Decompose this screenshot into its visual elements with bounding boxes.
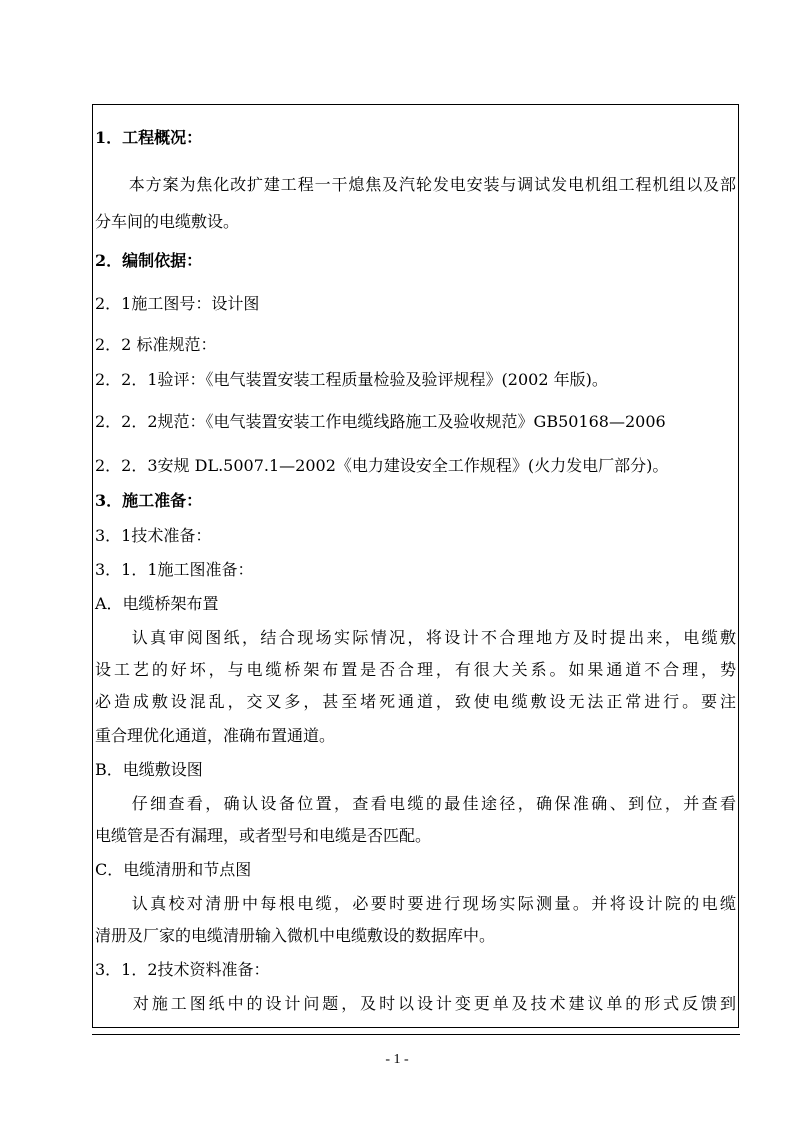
paragraph-line: 重合理优化通道，准确布置通道。 bbox=[95, 726, 336, 745]
paragraph-line: 仔细查看，确认设备位置，查看电缆的最佳途径，确保准确、到位，并查看 bbox=[95, 794, 736, 813]
paragraph-line: 清册及厂家的电缆清册输入微机中电缆敷设的数据库中。 bbox=[95, 926, 496, 945]
paragraph-line: 电缆管是否有漏理，或者型号和电缆是否匹配。 bbox=[95, 826, 432, 845]
list-item: 2．2．1验评：《电气装置安装工程质量检验及验评规程》(2002 年版)。 bbox=[95, 370, 608, 389]
page-number: - 1 - bbox=[385, 1052, 409, 1067]
subheading: B．电缆敷设图 bbox=[95, 760, 203, 779]
subheading: C．电缆清册和节点图 bbox=[95, 860, 252, 879]
list-item: 2．2．2规范：《电气装置安装工作电缆线路施工及验收规范》GB50168—2006 bbox=[95, 412, 666, 431]
list-item: 2．2 标准规范： bbox=[95, 335, 217, 354]
heading-preparation: 3．施工准备： bbox=[95, 491, 203, 510]
list-item: 3．1技术准备： bbox=[95, 526, 212, 545]
list-item: 2．1施工图号：设计图 bbox=[95, 294, 260, 313]
list-item: 3．1．1施工图准备： bbox=[95, 560, 254, 579]
subheading: A．电缆桥架布置 bbox=[95, 594, 219, 613]
paragraph-line: 设工艺的好坏，与电缆桥架布置是否合理，有很大关系。如果通道不合理，势 bbox=[95, 660, 736, 679]
paragraph-line: 认真审阅图纸，结合现场实际情况，将设计不合理地方及时提出来，电缆敷 bbox=[95, 628, 736, 647]
footer-rule bbox=[92, 1034, 740, 1035]
paragraph-line: 分车间的电缆敷设。 bbox=[95, 212, 240, 231]
heading-basis: 2．编制依据： bbox=[95, 251, 203, 270]
list-item: 2．2．3安规 DL.5007.1—2002《电力建设安全工作规程》(火力发电厂部分)。 bbox=[95, 456, 669, 475]
heading-project-overview: 1．工程概况： bbox=[95, 128, 203, 147]
paragraph-line: 认真校对清册中每根电缆，必要时要进行现场实际测量。并将设计院的电缆 bbox=[95, 894, 736, 913]
paragraph-line: 必造成敷设混乱，交叉多，甚至堵死通道，致使电缆敷设无法正常进行。要注 bbox=[95, 692, 736, 711]
list-item: 3．1．2技术资料准备： bbox=[95, 960, 270, 979]
paragraph-line: 本方案为焦化改扩建工程一干熄焦及汽轮发电安装与调试发电机组工程机组以及部 bbox=[95, 175, 736, 194]
paragraph-line: 对施工图纸中的设计问题，及时以设计变更单及技术建议单的形式反馈到 bbox=[95, 994, 736, 1013]
